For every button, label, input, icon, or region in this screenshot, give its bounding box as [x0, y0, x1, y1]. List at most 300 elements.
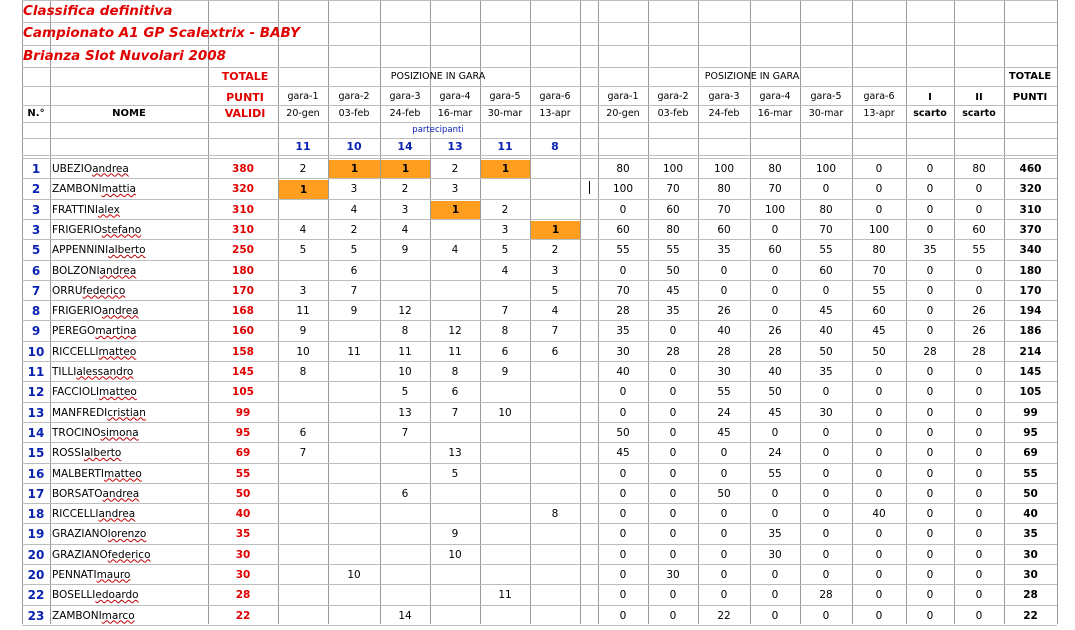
first-name: andrea — [99, 264, 137, 277]
race-points-cell: 0 — [619, 568, 627, 581]
race-points-cell: 0 — [875, 548, 883, 561]
race-points-cell: 0 — [875, 162, 883, 175]
race-points-cell: 0 — [771, 284, 779, 297]
race-points-cell: 28 — [666, 345, 680, 358]
race-position-cell — [530, 524, 580, 544]
race-points-cell: 0 — [822, 467, 830, 480]
race-position-cell: 13 — [398, 406, 412, 419]
race-position-cell: 12 — [448, 325, 462, 337]
name-cell — [51, 220, 208, 239]
first-name: martina — [95, 325, 137, 337]
race-position-cell — [530, 585, 580, 605]
race-name-right: gara-2 — [657, 91, 689, 102]
total-points-cell: 340 — [1019, 244, 1042, 256]
race-position-cell: 5 — [451, 467, 459, 480]
race-points-cell: 0 — [669, 406, 677, 419]
scarto-1-cell: 0 — [926, 365, 934, 378]
race-points-cell: 0 — [619, 467, 627, 480]
name-cell — [51, 281, 208, 300]
scarto-2-cell: 0 — [975, 386, 983, 398]
race-name-left: gara-2 — [338, 91, 370, 102]
race-points-cell: 35 — [819, 365, 833, 378]
race-points-cell: 0 — [720, 284, 728, 297]
name-cell — [51, 301, 208, 320]
valid-points-cell: 160 — [232, 325, 254, 337]
surname: PENNATI — [52, 568, 97, 581]
valid-points-cell: 28 — [235, 589, 251, 601]
race-position-cell — [278, 382, 328, 402]
total-points-cell: 170 — [1019, 284, 1042, 297]
surname: MALBERTI — [52, 467, 104, 480]
valid-points-cell: 180 — [232, 264, 254, 277]
race-points-cell: 0 — [771, 487, 779, 500]
scarto-1-cell: 0 — [926, 203, 934, 216]
first-name: andrea — [101, 304, 139, 317]
race-position-cell — [328, 585, 380, 605]
race-name-left: gara-3 — [389, 91, 421, 102]
race-name-left: gara-1 — [287, 91, 319, 102]
scarto-1-cell: 0 — [926, 386, 934, 398]
race-points-cell: 0 — [669, 589, 677, 601]
race-position-cell — [480, 484, 530, 503]
scarto-2-cell: 55 — [972, 244, 986, 256]
first-name: andrea — [102, 487, 140, 500]
race-position-cell: 3 — [501, 223, 509, 236]
race-position-cell — [278, 403, 328, 422]
race-position-cell: 9 — [451, 528, 459, 540]
race-position-cell: 10 — [296, 345, 310, 358]
race-points-cell: 24 — [717, 406, 731, 419]
surname: ZAMBONI — [52, 183, 102, 195]
header-scarto-1-number: I — [928, 92, 932, 103]
race-points-cell: 70 — [872, 264, 886, 277]
total-points-cell: 28 — [1023, 589, 1038, 601]
race-position-cell — [430, 585, 480, 605]
header-posizione-right: POSIZIONE IN GARA — [704, 71, 800, 82]
scarto-1-cell: 0 — [926, 487, 934, 500]
race-points-cell: 0 — [669, 386, 677, 398]
race-points-cell: 28 — [819, 589, 833, 601]
grid-vertical-line — [580, 0, 581, 624]
scarto-1-cell: 0 — [926, 264, 934, 277]
race-points-cell: 70 — [717, 203, 731, 216]
race-points-cell: 0 — [669, 467, 677, 480]
race-position-cell: 1 — [431, 201, 480, 219]
rank-cell: 6 — [31, 263, 41, 278]
scarto-1-cell: 0 — [926, 589, 934, 601]
surname: MANFREDI — [52, 406, 108, 419]
scarto-1-cell: 0 — [926, 426, 934, 439]
race-points-cell: 0 — [822, 548, 830, 561]
surname: BOLZONI — [52, 264, 100, 277]
race-points-cell: 0 — [822, 447, 830, 459]
race-points-cell: 0 — [875, 528, 883, 540]
header-posizione-left: POSIZIONE IN GARA — [390, 71, 486, 82]
race-position-cell — [430, 423, 480, 442]
participant-count: 8 — [551, 140, 559, 153]
participant-count: 14 — [397, 140, 413, 153]
name-cell — [51, 545, 208, 564]
scarto-1-cell: 0 — [926, 447, 934, 459]
race-name-left: gara-4 — [439, 91, 471, 102]
first-name: federico — [107, 548, 151, 561]
race-date-right: 20-gen — [606, 108, 640, 119]
valid-points-cell: 310 — [232, 223, 254, 236]
race-position-cell: 11 — [398, 345, 412, 358]
race-name-right: gara-6 — [863, 91, 895, 102]
race-points-cell: 60 — [819, 264, 833, 277]
race-points-cell: 80 — [717, 183, 731, 195]
race-points-cell: 0 — [669, 507, 677, 520]
race-position-cell — [530, 443, 580, 463]
scarto-1-cell: 0 — [926, 568, 934, 581]
header-validi: VALIDI — [224, 107, 266, 120]
rank-cell: 3 — [31, 202, 41, 217]
race-position-cell — [328, 545, 380, 564]
race-position-cell — [480, 464, 530, 483]
race-date-right: 30-mar — [808, 108, 844, 119]
race-points-cell: 30 — [666, 568, 680, 581]
race-position-cell — [328, 606, 380, 625]
race-points-cell: 0 — [669, 426, 677, 439]
valid-points-cell: 95 — [235, 426, 251, 439]
race-position-cell — [278, 606, 328, 625]
scarto-2-cell: 0 — [975, 548, 983, 561]
race-position-cell: 6 — [401, 487, 409, 500]
valid-points-cell: 99 — [235, 406, 251, 419]
scarto-1-cell: 0 — [926, 507, 934, 520]
valid-points-cell: 250 — [232, 244, 254, 256]
valid-points-cell: 22 — [235, 609, 251, 622]
valid-points-cell: 55 — [235, 467, 251, 480]
first-name: cristian — [107, 406, 146, 419]
first-name: marco — [101, 609, 135, 622]
participant-count: 10 — [346, 140, 362, 153]
scarto-1-cell: 35 — [923, 244, 937, 256]
race-points-cell: 0 — [771, 507, 779, 520]
name-cell — [51, 240, 208, 260]
race-points-cell: 80 — [819, 203, 833, 216]
race-position-cell: 8 — [299, 365, 307, 378]
race-points-cell: 40 — [872, 507, 886, 520]
rank-cell: 9 — [31, 324, 41, 338]
race-position-cell: 2 — [401, 183, 409, 195]
grid-horizontal-line — [22, 0, 1057, 1]
race-position-cell — [530, 565, 580, 584]
race-points-cell: 35 — [768, 528, 782, 540]
surname: RICCELLI — [52, 345, 99, 358]
scarto-2-cell: 0 — [975, 426, 983, 439]
race-points-cell: 0 — [619, 589, 627, 601]
race-position-cell: 4 — [350, 203, 358, 216]
race-points-cell: 24 — [768, 447, 782, 459]
race-points-cell: 0 — [720, 264, 728, 277]
total-points-cell: 95 — [1023, 426, 1038, 439]
race-position-cell: 1 — [329, 160, 380, 178]
race-date-right: 03-feb — [657, 108, 689, 119]
valid-points-cell: 30 — [235, 548, 251, 561]
race-points-cell: 26 — [768, 325, 782, 337]
race-position-cell: 8 — [501, 325, 509, 337]
race-date-right: 13-apr — [863, 108, 895, 119]
race-position-cell — [278, 484, 328, 503]
total-points-cell: 69 — [1023, 447, 1038, 459]
race-points-cell: 0 — [619, 406, 627, 419]
race-position-cell — [328, 382, 380, 402]
race-position-cell: 3 — [451, 183, 459, 195]
race-position-cell: 5 — [551, 284, 559, 297]
race-points-cell: 0 — [822, 568, 830, 581]
race-date-left: 24-feb — [389, 108, 421, 119]
race-points-cell: 40 — [768, 365, 782, 378]
valid-points-cell: 158 — [232, 345, 254, 358]
race-points-cell: 55 — [666, 244, 680, 256]
race-points-cell: 0 — [875, 365, 883, 378]
header-punti-right: PUNTI — [1012, 92, 1048, 103]
header-scarto-1: scarto — [913, 108, 947, 119]
race-position-cell: 1 — [531, 221, 580, 239]
race-position-cell — [480, 606, 530, 625]
race-position-cell — [430, 504, 480, 523]
race-position-cell: 9 — [401, 244, 409, 256]
grid-horizontal-line — [22, 122, 1057, 123]
race-position-cell — [380, 585, 430, 605]
first-name: alessandro — [76, 365, 134, 378]
race-position-cell — [328, 403, 380, 422]
race-position-cell: 7 — [299, 447, 307, 459]
race-position-cell — [380, 443, 430, 463]
valid-points-cell: 69 — [235, 447, 251, 459]
race-points-cell: 80 — [872, 244, 886, 256]
race-position-cell: 1 — [481, 160, 530, 178]
race-position-cell — [530, 403, 580, 422]
race-position-cell: 7 — [501, 304, 509, 317]
race-points-cell: 80 — [768, 162, 782, 175]
race-position-cell: 10 — [498, 406, 512, 419]
race-position-cell — [480, 423, 530, 442]
header-scarto-2-number: II — [975, 92, 983, 103]
surname: ROSSI — [52, 447, 84, 459]
race-position-cell — [530, 545, 580, 564]
race-points-cell: 0 — [619, 264, 627, 277]
race-points-cell: 0 — [720, 447, 728, 459]
rank-cell: 2 — [31, 182, 41, 196]
race-position-cell: 4 — [501, 264, 509, 277]
race-points-cell: 40 — [717, 325, 731, 337]
race-position-cell — [380, 504, 430, 523]
race-position-cell: 1 — [279, 180, 328, 199]
scarto-1-cell: 0 — [926, 304, 934, 317]
rank-cell: 12 — [27, 385, 45, 399]
race-position-cell — [278, 545, 328, 564]
race-points-cell: 0 — [619, 507, 627, 520]
first-name: mauro — [96, 568, 131, 581]
race-points-cell: 22 — [717, 609, 731, 622]
surname: TILLI — [52, 365, 77, 378]
rank-cell: 14 — [27, 425, 45, 440]
race-position-cell — [480, 524, 530, 544]
name-cell — [51, 565, 208, 584]
race-position-cell — [380, 464, 430, 483]
race-points-cell: 0 — [875, 487, 883, 500]
name-cell — [51, 342, 208, 361]
valid-points-cell: 170 — [232, 284, 254, 297]
race-position-cell — [430, 281, 480, 300]
race-position-cell — [480, 504, 530, 523]
first-name: alberto — [84, 447, 122, 459]
first-name: simona — [100, 426, 139, 439]
race-points-cell: 28 — [616, 304, 630, 317]
total-points-cell: 30 — [1023, 548, 1038, 561]
surname: PEREGO — [52, 325, 96, 337]
race-points-cell: 0 — [822, 386, 830, 398]
race-points-cell: 60 — [616, 223, 630, 236]
race-position-cell — [430, 484, 480, 503]
total-points-cell: 460 — [1019, 162, 1042, 175]
race-points-cell: 26 — [717, 304, 731, 317]
race-position-cell — [430, 301, 480, 320]
race-points-cell: 70 — [819, 223, 833, 236]
valid-points-cell: 168 — [232, 304, 254, 317]
valid-points-cell: 320 — [232, 183, 254, 195]
surname: ZAMBONI — [52, 609, 102, 622]
race-points-cell: 0 — [771, 589, 779, 601]
scarto-2-cell: 0 — [975, 183, 983, 195]
rank-cell: 20 — [27, 567, 45, 582]
race-points-cell: 0 — [771, 568, 779, 581]
race-position-cell — [530, 200, 580, 219]
scarto-1-cell: 0 — [926, 325, 934, 337]
race-position-cell — [530, 423, 580, 442]
race-points-cell: 100 — [713, 162, 735, 175]
scarto-2-cell: 0 — [975, 264, 983, 277]
race-points-cell: 0 — [875, 406, 883, 419]
race-points-cell: 60 — [666, 203, 680, 216]
grid-horizontal-line — [22, 155, 1057, 156]
race-position-cell: 3 — [551, 264, 559, 277]
race-points-cell: 0 — [875, 203, 883, 216]
race-position-cell: 7 — [350, 284, 358, 297]
race-points-cell: 0 — [720, 467, 728, 480]
scarto-1-cell: 0 — [926, 406, 934, 419]
header-numero: N.° — [27, 108, 45, 119]
race-points-cell: 0 — [822, 183, 830, 195]
race-points-cell: 80 — [616, 162, 630, 175]
scarto-2-cell: 26 — [972, 325, 986, 337]
race-position-cell — [530, 606, 580, 625]
scarto-2-cell: 0 — [975, 467, 983, 480]
first-name: matteo — [103, 467, 142, 480]
race-points-cell: 45 — [666, 284, 680, 297]
race-points-cell: 70 — [768, 183, 782, 195]
scarto-2-cell: 0 — [975, 406, 983, 419]
surname: FRIGERIO — [52, 223, 102, 236]
rank-cell: 7 — [31, 283, 41, 298]
scarto-1-cell: 0 — [926, 183, 934, 195]
race-position-cell — [328, 443, 380, 463]
race-points-cell: 0 — [875, 183, 883, 195]
grid-horizontal-line — [22, 22, 1057, 23]
scarto-1-cell: 0 — [926, 162, 934, 175]
name-cell — [51, 484, 208, 503]
race-position-cell — [380, 281, 430, 300]
race-points-cell: 50 — [717, 487, 731, 500]
text-cursor — [589, 181, 590, 194]
race-position-cell: 2 — [350, 223, 358, 236]
scarto-1-cell: 0 — [926, 528, 934, 540]
race-points-cell: 45 — [616, 447, 630, 459]
rank-cell: 11 — [27, 364, 45, 379]
name-cell — [51, 261, 208, 280]
race-position-cell: 2 — [501, 203, 509, 216]
participant-count: 11 — [497, 140, 513, 153]
valid-points-cell: 30 — [235, 568, 251, 581]
race-points-cell: 45 — [819, 304, 833, 317]
race-points-cell: 35 — [717, 244, 731, 256]
race-name-left: gara-5 — [489, 91, 521, 102]
race-points-cell: 0 — [669, 548, 677, 561]
race-points-cell: 0 — [619, 548, 627, 561]
scarto-2-cell: 0 — [975, 589, 983, 601]
valid-points-cell: 35 — [235, 528, 251, 540]
race-position-cell: 8 — [551, 507, 559, 520]
race-points-cell: 0 — [875, 447, 883, 459]
race-points-cell: 0 — [619, 528, 627, 540]
race-points-cell: 40 — [616, 365, 630, 378]
race-position-cell: 10 — [347, 568, 361, 581]
name-cell — [51, 464, 208, 483]
race-position-cell — [328, 464, 380, 483]
race-points-cell: 0 — [822, 487, 830, 500]
race-points-cell: 30 — [768, 548, 782, 561]
race-points-cell: 70 — [616, 284, 630, 297]
race-position-cell — [480, 565, 530, 584]
surname: APPENNINI — [52, 244, 109, 256]
rank-cell: 17 — [27, 486, 45, 501]
scarto-1-cell: 28 — [923, 345, 937, 358]
race-points-cell: 100 — [764, 203, 786, 216]
race-points-cell: 0 — [822, 528, 830, 540]
race-position-cell — [430, 606, 480, 625]
rank-cell: 15 — [27, 446, 45, 460]
scarto-2-cell: 0 — [975, 507, 983, 520]
total-points-cell: 194 — [1019, 304, 1042, 317]
race-position-cell — [430, 220, 480, 239]
scarto-2-cell: 80 — [972, 162, 986, 175]
total-points-cell: 145 — [1019, 365, 1042, 378]
race-points-cell: 0 — [875, 589, 883, 601]
participant-count: 13 — [447, 140, 463, 153]
race-points-cell: 50 — [819, 345, 833, 358]
participant-count: 11 — [295, 140, 311, 153]
first-name: federico — [82, 284, 126, 297]
header-punti: PUNTI — [226, 91, 264, 104]
race-position-cell — [480, 382, 530, 402]
race-position-cell — [278, 524, 328, 544]
surname: UBEZIO — [52, 162, 93, 175]
race-position-cell: 11 — [448, 345, 462, 358]
total-points-cell: 214 — [1019, 345, 1042, 358]
race-position-cell: 8 — [451, 365, 459, 378]
race-position-cell: 10 — [448, 548, 462, 561]
grid-horizontal-line — [22, 86, 1057, 87]
race-position-cell: 9 — [501, 365, 509, 378]
total-points-cell: 50 — [1023, 487, 1038, 500]
rank-cell: 18 — [27, 506, 45, 521]
race-position-cell: 13 — [448, 447, 462, 459]
race-points-cell: 50 — [616, 426, 630, 439]
race-date-left: 16-mar — [437, 108, 473, 119]
